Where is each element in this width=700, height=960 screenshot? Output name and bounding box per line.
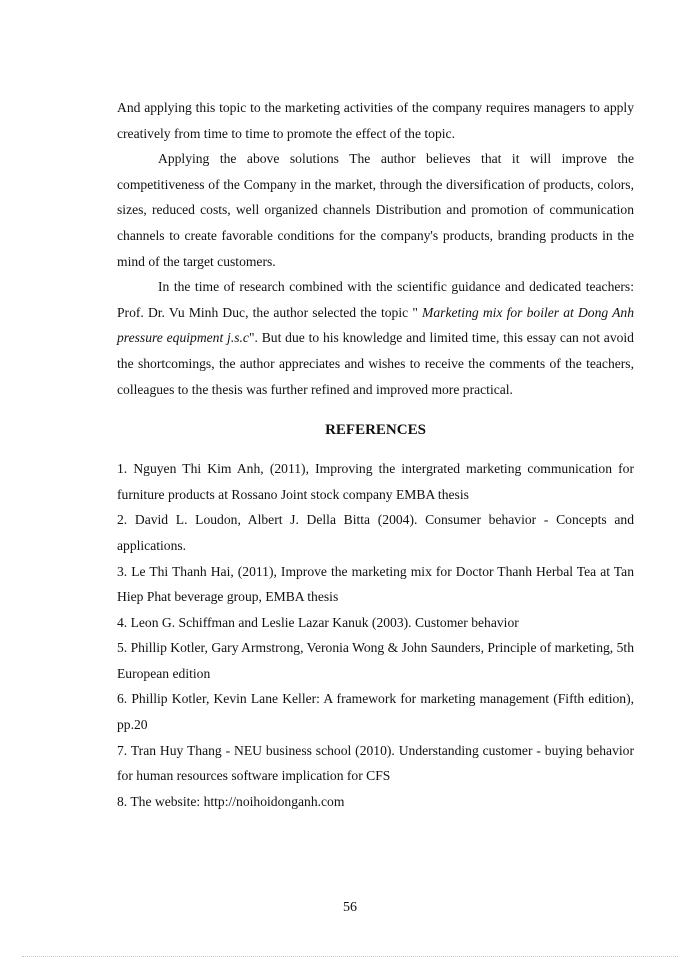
- reference-item: 6. Phillip Kotler, Kevin Lane Keller: A framework for marketing management (Fifth edition), pp.20: [117, 691, 634, 733]
- reference-item: 5. Phillip Kotler, Gary Armstrong, Veronia Wong & John Saunders, Principle of marketing, 5th European edition: [117, 640, 634, 681]
- paragraph-3-intro: In the time of research combined with the scientific guidance and dedicated teachers: Prof. Dr. Vu Minh Duc, the author selected the topic ": [117, 279, 634, 320]
- reference-item: 1. Nguyen Thi Kim Anh, (2011), Improving the intergrated marketing communication for furniture products at Rossano Joint stock company EMBA thesis: [117, 461, 634, 502]
- reference-item: 2. David L. Loudon, Albert J. Della Bitta (2004). Consumer behavior - Concepts and applications.: [117, 512, 634, 553]
- reference-item: 7. Tran Huy Thang - NEU business school (2010). Understanding customer - buying behavior for human resources software implication for CFS: [117, 742, 634, 784]
- paragraph-2: Applying the above solutions The author believes that it will improve the competitiveness of the Company in the market, through the diversification of products, colors, sizes, reduced costs, well organized channels Distribution and promotion of communication channels to create favorable conditions for the company's products, branding products in the mind of the target customers.: [117, 151, 634, 269]
- page-number: 56: [343, 900, 357, 915]
- reference-item: 3. Le Thi Thanh Hai, (2011), Improve the marketing mix for Doctor Thanh Herbal Tea at Tan Hiep Phat beverage group, EMBA thesis: [117, 563, 634, 605]
- reference-item: 8. The website: http://noihoidonganh.com: [117, 793, 345, 809]
- references-title: REFERENCES: [325, 422, 426, 439]
- references-list: [117, 456, 634, 814]
- paragraph-1: And applying this topic to the marketing activities of the company requires managers to apply creatively from time to time to promote the effect of the topic.: [117, 100, 634, 141]
- paragraph-3: [117, 274, 634, 402]
- topic-title: Marketing mix for boiler at Dong Anh pressure equipment j.s.c: [117, 304, 634, 346]
- paragraph-3-rest: ". But due to his knowledge and limited time, this essay can not avoid the shortcomings, the author appreciates and wishes to receive the comments of the teachers, colleagues to the thesis was further refined and improved more practical.: [117, 330, 634, 397]
- reference-item: 4. Leon G. Schiffman and Leslie Lazar Kanuk (2003). Customer behavior: [117, 614, 519, 630]
- page-bottom-divider: [22, 956, 678, 957]
- document-body: [117, 95, 634, 814]
